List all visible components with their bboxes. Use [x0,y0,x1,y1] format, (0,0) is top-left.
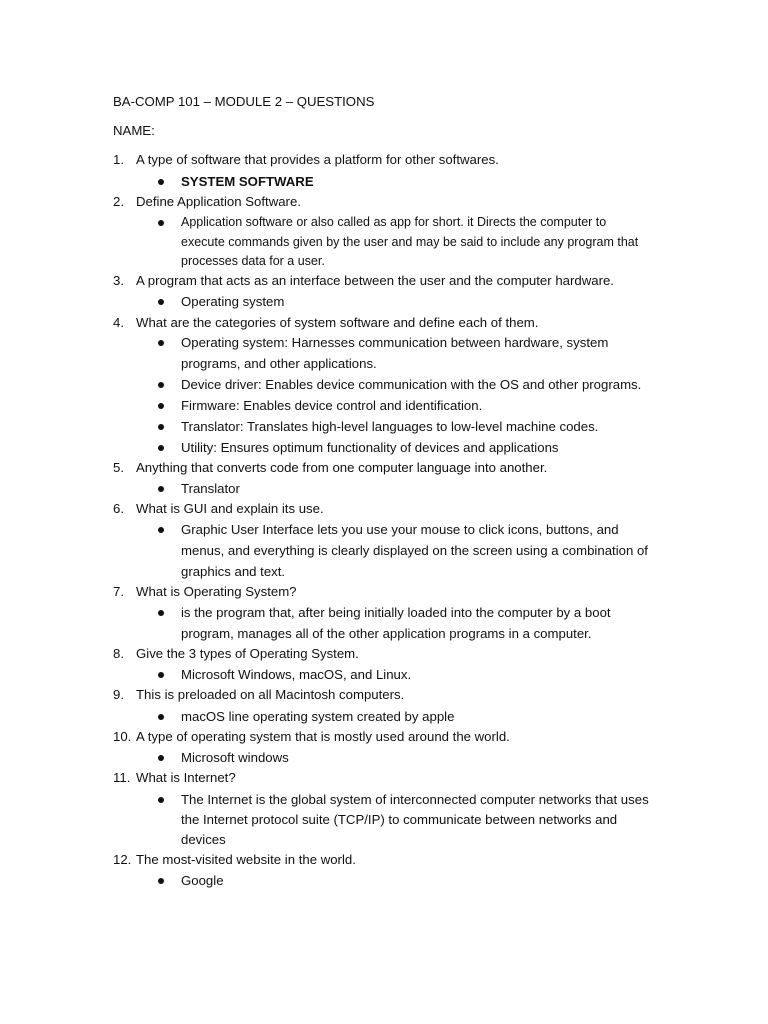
answer-text: is the program that, after being initially loaded into the computer by a boot [181,605,611,620]
document-title: BA-COMP 101 – MODULE 2 – QUESTIONS [113,94,375,109]
answer-text: SYSTEM SOFTWARE [181,174,314,189]
bullet-icon [158,382,164,388]
answer-text: execute commands given by the user and may be said to include any program that [181,235,639,249]
question-number: 8. [113,646,124,661]
bullet-icon [158,179,164,185]
answer-text: the Internet protocol suite (TCP/IP) to communicate between networks and [181,812,618,827]
question-text: This is preloaded on all Macintosh computers. [136,687,405,702]
question-number: 3. [113,273,124,288]
answer-text: Application software or also called as app for short. it Directs the computer to [181,215,607,229]
question-number: 12. [113,852,132,867]
answer-text: devices [181,832,226,847]
answer-text: Device driver: Enables device communication with the OS and other programs. [181,377,642,392]
answer-text: graphics and text. [181,564,286,579]
question-number: 9. [113,687,124,702]
bullet-icon [158,486,164,492]
question-text: Give the 3 types of Operating System. [136,646,359,661]
question-number: 10. [113,729,132,744]
answer-text: Google [181,873,224,888]
bullet-icon [158,424,164,430]
bullet-icon [158,755,164,761]
question-text: A type of operating system that is mostly used around the world. [136,729,510,744]
answer-text: macOS line operating system created by apple [181,709,455,724]
name-label: NAME: [113,123,155,138]
question-text: Anything that converts code from one computer language into another. [136,460,548,475]
question-text: What is Operating System? [136,584,297,599]
question-number: 4. [113,315,124,330]
question-number: 7. [113,584,124,599]
answer-text: programs, and other applications. [181,356,377,371]
answer-text: processes data for a user. [181,254,325,268]
answer-text: program, manages all of the other application programs in a computer. [181,626,592,641]
bullet-icon [158,445,164,451]
question-text: A type of software that provides a platform for other softwares. [136,152,499,167]
answer-text: menus, and everything is clearly displayed on the screen using a combination of [181,543,648,558]
answer-text: Translator: Translates high-level languages to low-level machine codes. [181,419,599,434]
bullet-icon [158,672,164,678]
answer-text: Graphic User Interface lets you use your mouse to click icons, buttons, and [181,522,619,537]
answer-text: Utility: Ensures optimum functionality of devices and applications [181,440,559,455]
question-number: 5. [113,460,124,475]
answer-text: Operating system [181,294,285,309]
question-text: What are the categories of system software and define each of them. [136,315,539,330]
bullet-icon [158,340,164,346]
bullet-icon [158,403,164,409]
bullet-icon [158,610,164,616]
question-number: 2. [113,194,124,209]
answer-text: Microsoft windows [181,750,289,765]
bullet-icon [158,797,164,803]
bullet-icon [158,220,164,226]
answer-text: Translator [181,481,240,496]
question-number: 1. [113,152,124,167]
question-text: What is GUI and explain its use. [136,501,324,516]
answer-text: Firmware: Enables device control and identification. [181,398,483,413]
question-text: Define Application Software. [136,194,301,209]
question-text: A program that acts as an interface between the user and the computer hardware. [136,273,614,288]
question-number: 6. [113,501,124,516]
question-text: The most-visited website in the world. [136,852,356,867]
bullet-icon [158,714,164,720]
bullet-icon [158,527,164,533]
bullet-icon [158,299,164,305]
answer-text: The Internet is the global system of interconnected computer networks that uses [181,792,649,807]
question-number: 11. [113,770,131,785]
answer-text: Microsoft Windows, macOS, and Linux. [181,667,412,682]
answer-text: Operating system: Harnesses communication between hardware, system [181,335,609,350]
question-text: What is Internet? [136,770,236,785]
bullet-icon [158,878,164,884]
